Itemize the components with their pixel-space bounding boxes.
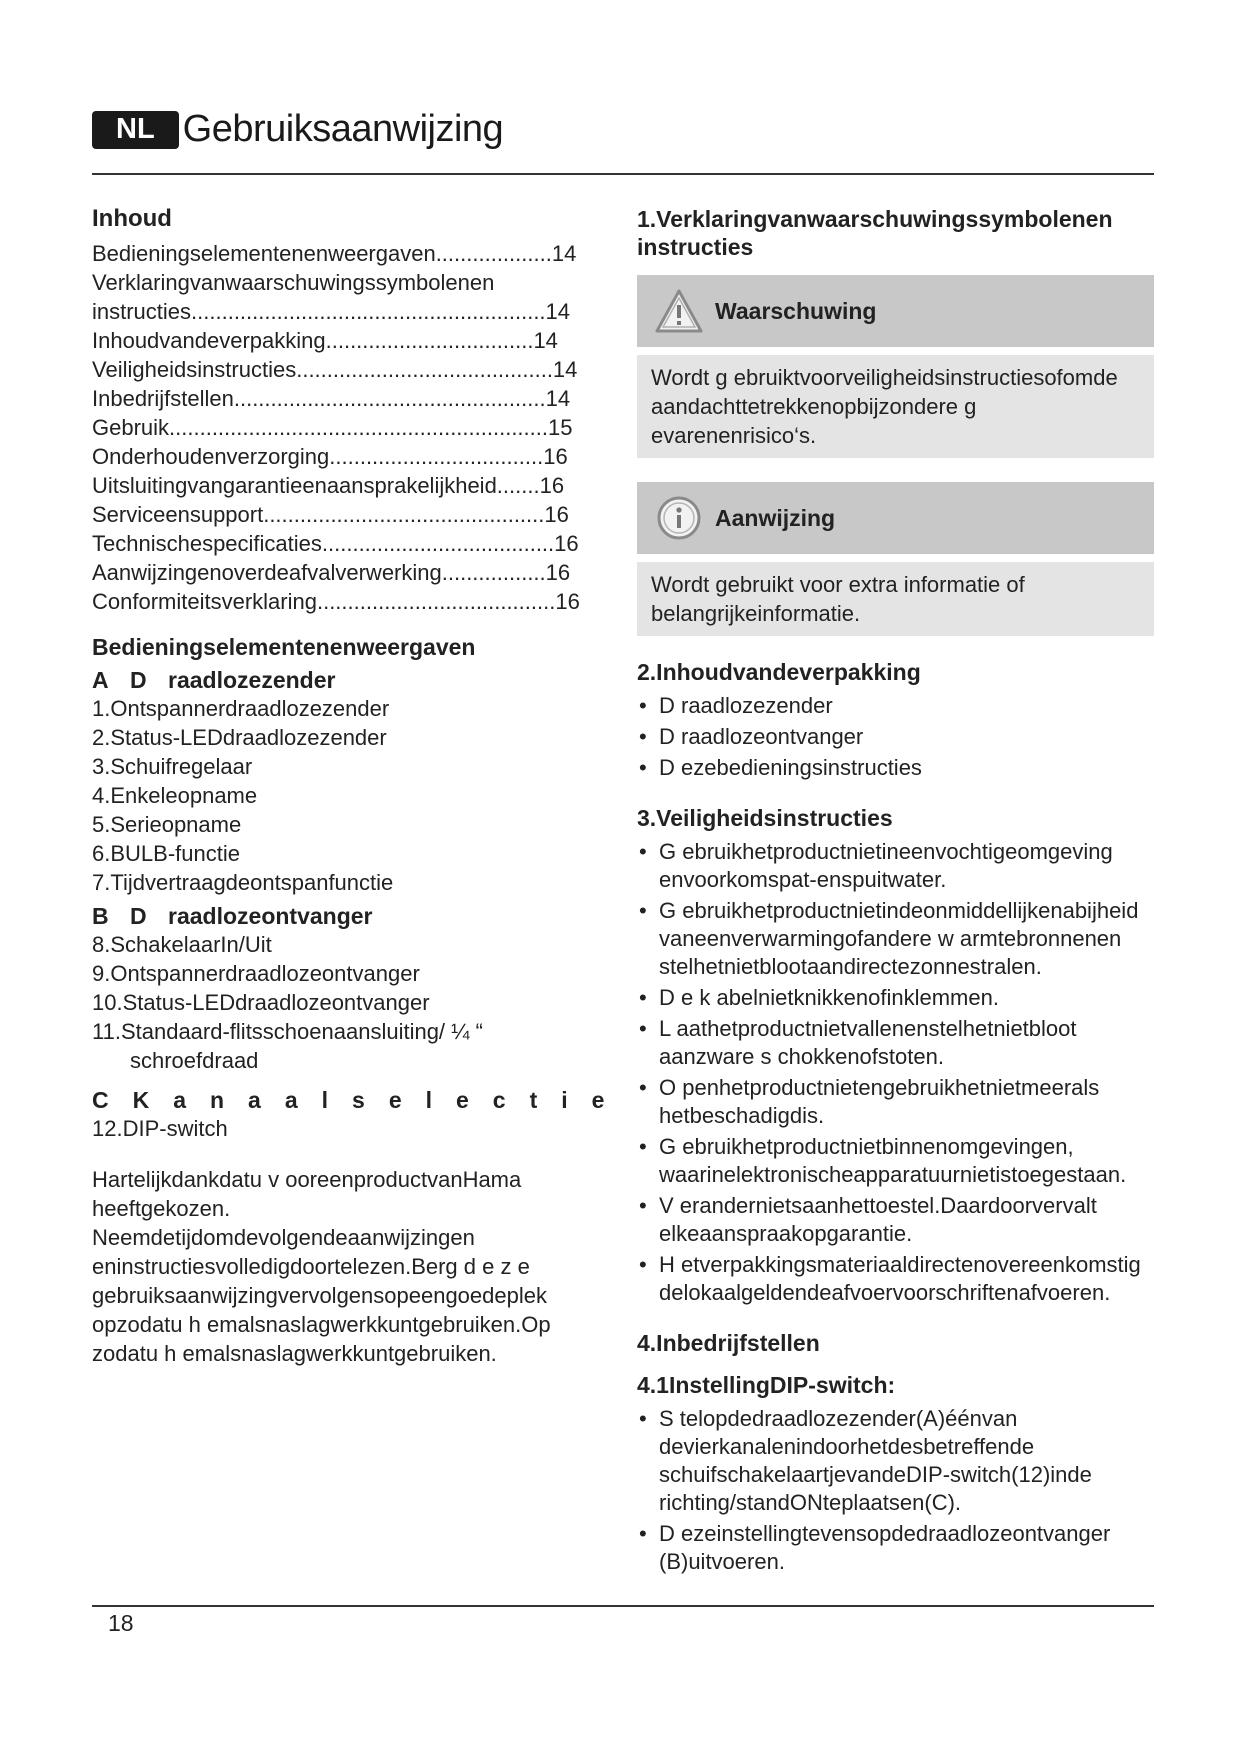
left-column [92, 205, 629, 1368]
note-label: Aanwijzing [715, 504, 836, 531]
toc-line: Aanwijzingenoverdeafvalverwerking.................16 [92, 560, 571, 585]
list-item-line: aanzware s chokkenofstoten. [659, 1044, 944, 1069]
list-item: 1.Ontspannerdraadlozezender [92, 696, 390, 721]
table-of-contents [92, 239, 612, 616]
list-item-line: richting/standONteplaatsen(C). [659, 1490, 962, 1515]
intro-line: opzodatu h emalsnaslagwerkkuntgebruiken.Op [92, 1312, 551, 1337]
list-item [637, 1251, 1154, 1307]
list-item [637, 1405, 1154, 1517]
section1-heading [637, 205, 1154, 261]
dip-switch-list [637, 1405, 1154, 1576]
intro-paragraph [92, 1165, 612, 1368]
list-item: 4.Enkeleopname [92, 783, 258, 808]
intro-line: gebruiksaanwijzingvervolgensopeengoedeplek [92, 1283, 547, 1308]
intro-line: eninstructiesvolledigdoortelezen.Berg d e z e [92, 1254, 530, 1279]
list-item-line: • V erandernietsaanhettoestel.Daardoorvervalt [659, 1193, 1097, 1218]
list-item [637, 838, 1154, 894]
group-a-letter2: D [130, 667, 147, 693]
group-b-heading [92, 903, 612, 930]
toc-line: instructies..........................................................14 [92, 299, 571, 324]
toc-line: Serviceensupport..............................................16 [92, 502, 569, 527]
warning-text-line: Wordt g ebruiktvoorveiligheidsinstructiesofomde [651, 365, 1118, 390]
section2-heading: 2.Inhoudvandeverpakking [637, 659, 921, 685]
list-item: 2.Status-LEDdraadlozezender [92, 725, 387, 750]
group-a-label: raadlozezender [168, 667, 336, 693]
page-number: 18 [108, 1610, 134, 1636]
group-a-letter: A [92, 667, 109, 693]
intro-line: Hartelijkdankdatu v ooreenproductvanHama [92, 1167, 522, 1192]
list-item-line: schuifschakelaartjevandeDIP-switch(12)inde [659, 1462, 1092, 1487]
heading-line: 1.Verklaringvanwaarschuwingssymbolenen [637, 206, 1113, 232]
toc-line: Technischespecificaties......................................16 [92, 531, 579, 556]
list-item-line: • O penhetproductnietengebruikhetnietmeerals [659, 1075, 1100, 1100]
package-contents-list [637, 692, 1154, 782]
list-item-line: • D e k abelnietknikkenofinklemmen. [659, 985, 999, 1010]
intro-line: Neemdetijdomdevolgendeaanwijzingen [92, 1225, 475, 1250]
safety-list [637, 838, 1154, 1307]
list-item-line: • H etverpakkingsmateriaaldirectenovereenkomstig [659, 1252, 1141, 1277]
list-item-line: stelhetnietblootaandirectezonnestralen. [659, 954, 1042, 979]
list-item: 7.Tijdvertraagdeontspanfunctie [92, 870, 394, 895]
list-item: 12.DIP-switch [92, 1116, 228, 1141]
section4-heading: 4.Inbedrijfstellen [637, 1330, 820, 1356]
note-header [637, 482, 1154, 554]
info-icon [653, 492, 705, 544]
group-b-letter2: D [130, 903, 147, 929]
list-item: 5.Serieopname [92, 812, 242, 837]
group-a-heading [92, 667, 612, 694]
list-item-line: devierkanalenindoorhetdesbetreffende [659, 1434, 1035, 1459]
list-item [637, 1192, 1154, 1248]
list-item [637, 984, 1154, 1012]
list-item: • D raadlozeontvanger [637, 723, 1154, 751]
page-title: Gebruiksaanwijzing [182, 108, 504, 150]
list-item [637, 1015, 1154, 1071]
toc-line: Veiligheidsinstructies..........................................14 [92, 357, 578, 382]
toc-line: Inhoudvandeverpakking..................................14 [92, 328, 558, 353]
toc-line: Onderhoudenverzorging...................................16 [92, 444, 568, 469]
heading-line: instructies [637, 234, 754, 260]
list-item-line: • G ebruikhetproductnietineenvochtigeomgeving [659, 839, 1113, 864]
note-text [637, 562, 1154, 636]
list-item-line: elkeaanspraakopgarantie. [659, 1221, 913, 1246]
list-item [637, 897, 1154, 981]
list-item: 9.Ontspannerdraadlozeontvanger [92, 961, 420, 986]
warning-triangle-icon [653, 285, 705, 337]
list-item-line: delokaalgeldendeafvoervoorschriftenafvoeren. [659, 1280, 1111, 1305]
list-item-line: • D ezeinstellingtevensopdedraadlozeontvanger [659, 1521, 1111, 1546]
note-text-line: Wordt gebruikt voor extra informatie of [651, 572, 1025, 597]
page-header [92, 108, 503, 151]
list-item-line: envoorkomspat-enspuitwater. [659, 867, 947, 892]
intro-line: zodatu h emalsnaslagwerkkuntgebruiken. [92, 1341, 497, 1366]
warning-header [637, 275, 1154, 347]
toc-line: Inbedrijfstellen...................................................14 [92, 386, 571, 411]
list-item [637, 1074, 1154, 1130]
group-c-heading: CKanaalselectie [92, 1087, 629, 1113]
toc-line: Bedieningselementenenweergaven...................14 [92, 241, 577, 266]
list-item-continuation: schroefdraad [130, 1048, 259, 1073]
list-item: 6.BULB-functie [92, 841, 240, 866]
list-item-line: vaneenverwarmingofandere w armtebronnenen [659, 926, 1122, 951]
list-item: • D ezebedieningsinstructies [637, 754, 1154, 782]
note-text-line: belangrijkeinformatie. [651, 601, 861, 626]
list-item-line: • S telopdedraadlozezender(A)éénvan [659, 1406, 1018, 1431]
section3-heading: 3.Veiligheidsinstructies [637, 805, 893, 831]
list-item: • D raadlozezender [637, 692, 1154, 720]
header-divider [92, 173, 1154, 175]
note-box [637, 482, 1154, 636]
toc-line: Uitsluitingvangarantieenaansprakelijkheid.......16 [92, 473, 565, 498]
section4-subheading: 4.1InstellingDIP-switch: [637, 1372, 896, 1398]
toc-line: Gebruik..............................................................15 [92, 415, 573, 440]
language-badge: NL [92, 111, 179, 149]
warning-box [637, 275, 1154, 458]
list-item-line: (B)uitvoeren. [659, 1549, 785, 1574]
warning-text [637, 355, 1154, 458]
list-item-line: • G ebruikhetproductnietindeonmiddellijkenabijheid [659, 898, 1139, 923]
list-item: 8.SchakelaarIn/Uit [92, 932, 272, 957]
toc-line: Verklaringvanwaarschuwingssymbolenen [92, 270, 495, 295]
list-item-line: waarinelektronischeapparatuurnietistoegestaan. [659, 1162, 1127, 1187]
controls-heading: Bedieningselementenenweergaven [92, 634, 476, 660]
list-item: 11.Standaard-flitsschoenaansluiting/ ¼ “ [92, 1019, 483, 1044]
list-item [637, 1133, 1154, 1189]
list-item-line: • L aathetproductnietvallenenstelhetnietbloot [659, 1016, 1077, 1041]
intro-line: heeftgekozen. [92, 1196, 231, 1221]
right-column [637, 205, 1154, 1579]
warning-text-line: aandachttetrekkenopbijzondere g evarenenrisico‘s. [651, 394, 977, 448]
list-item-line: hetbeschadigdis. [659, 1103, 825, 1128]
toc-line: Conformiteitsverklaring.......................................16 [92, 589, 580, 614]
list-item-line: • G ebruikhetproductnietbinnenomgevingen, [659, 1134, 1074, 1159]
list-item [637, 1520, 1154, 1576]
group-b-label: raadlozeontvanger [168, 903, 373, 929]
toc-title: Inhoud [92, 205, 172, 232]
list-item: 10.Status-LEDdraadlozeontvanger [92, 990, 430, 1015]
group-b-letter: B [92, 903, 109, 929]
warning-label: Waarschuwing [715, 297, 877, 324]
footer-divider [92, 1605, 1154, 1607]
list-item: 3.Schuifregelaar [92, 754, 253, 779]
